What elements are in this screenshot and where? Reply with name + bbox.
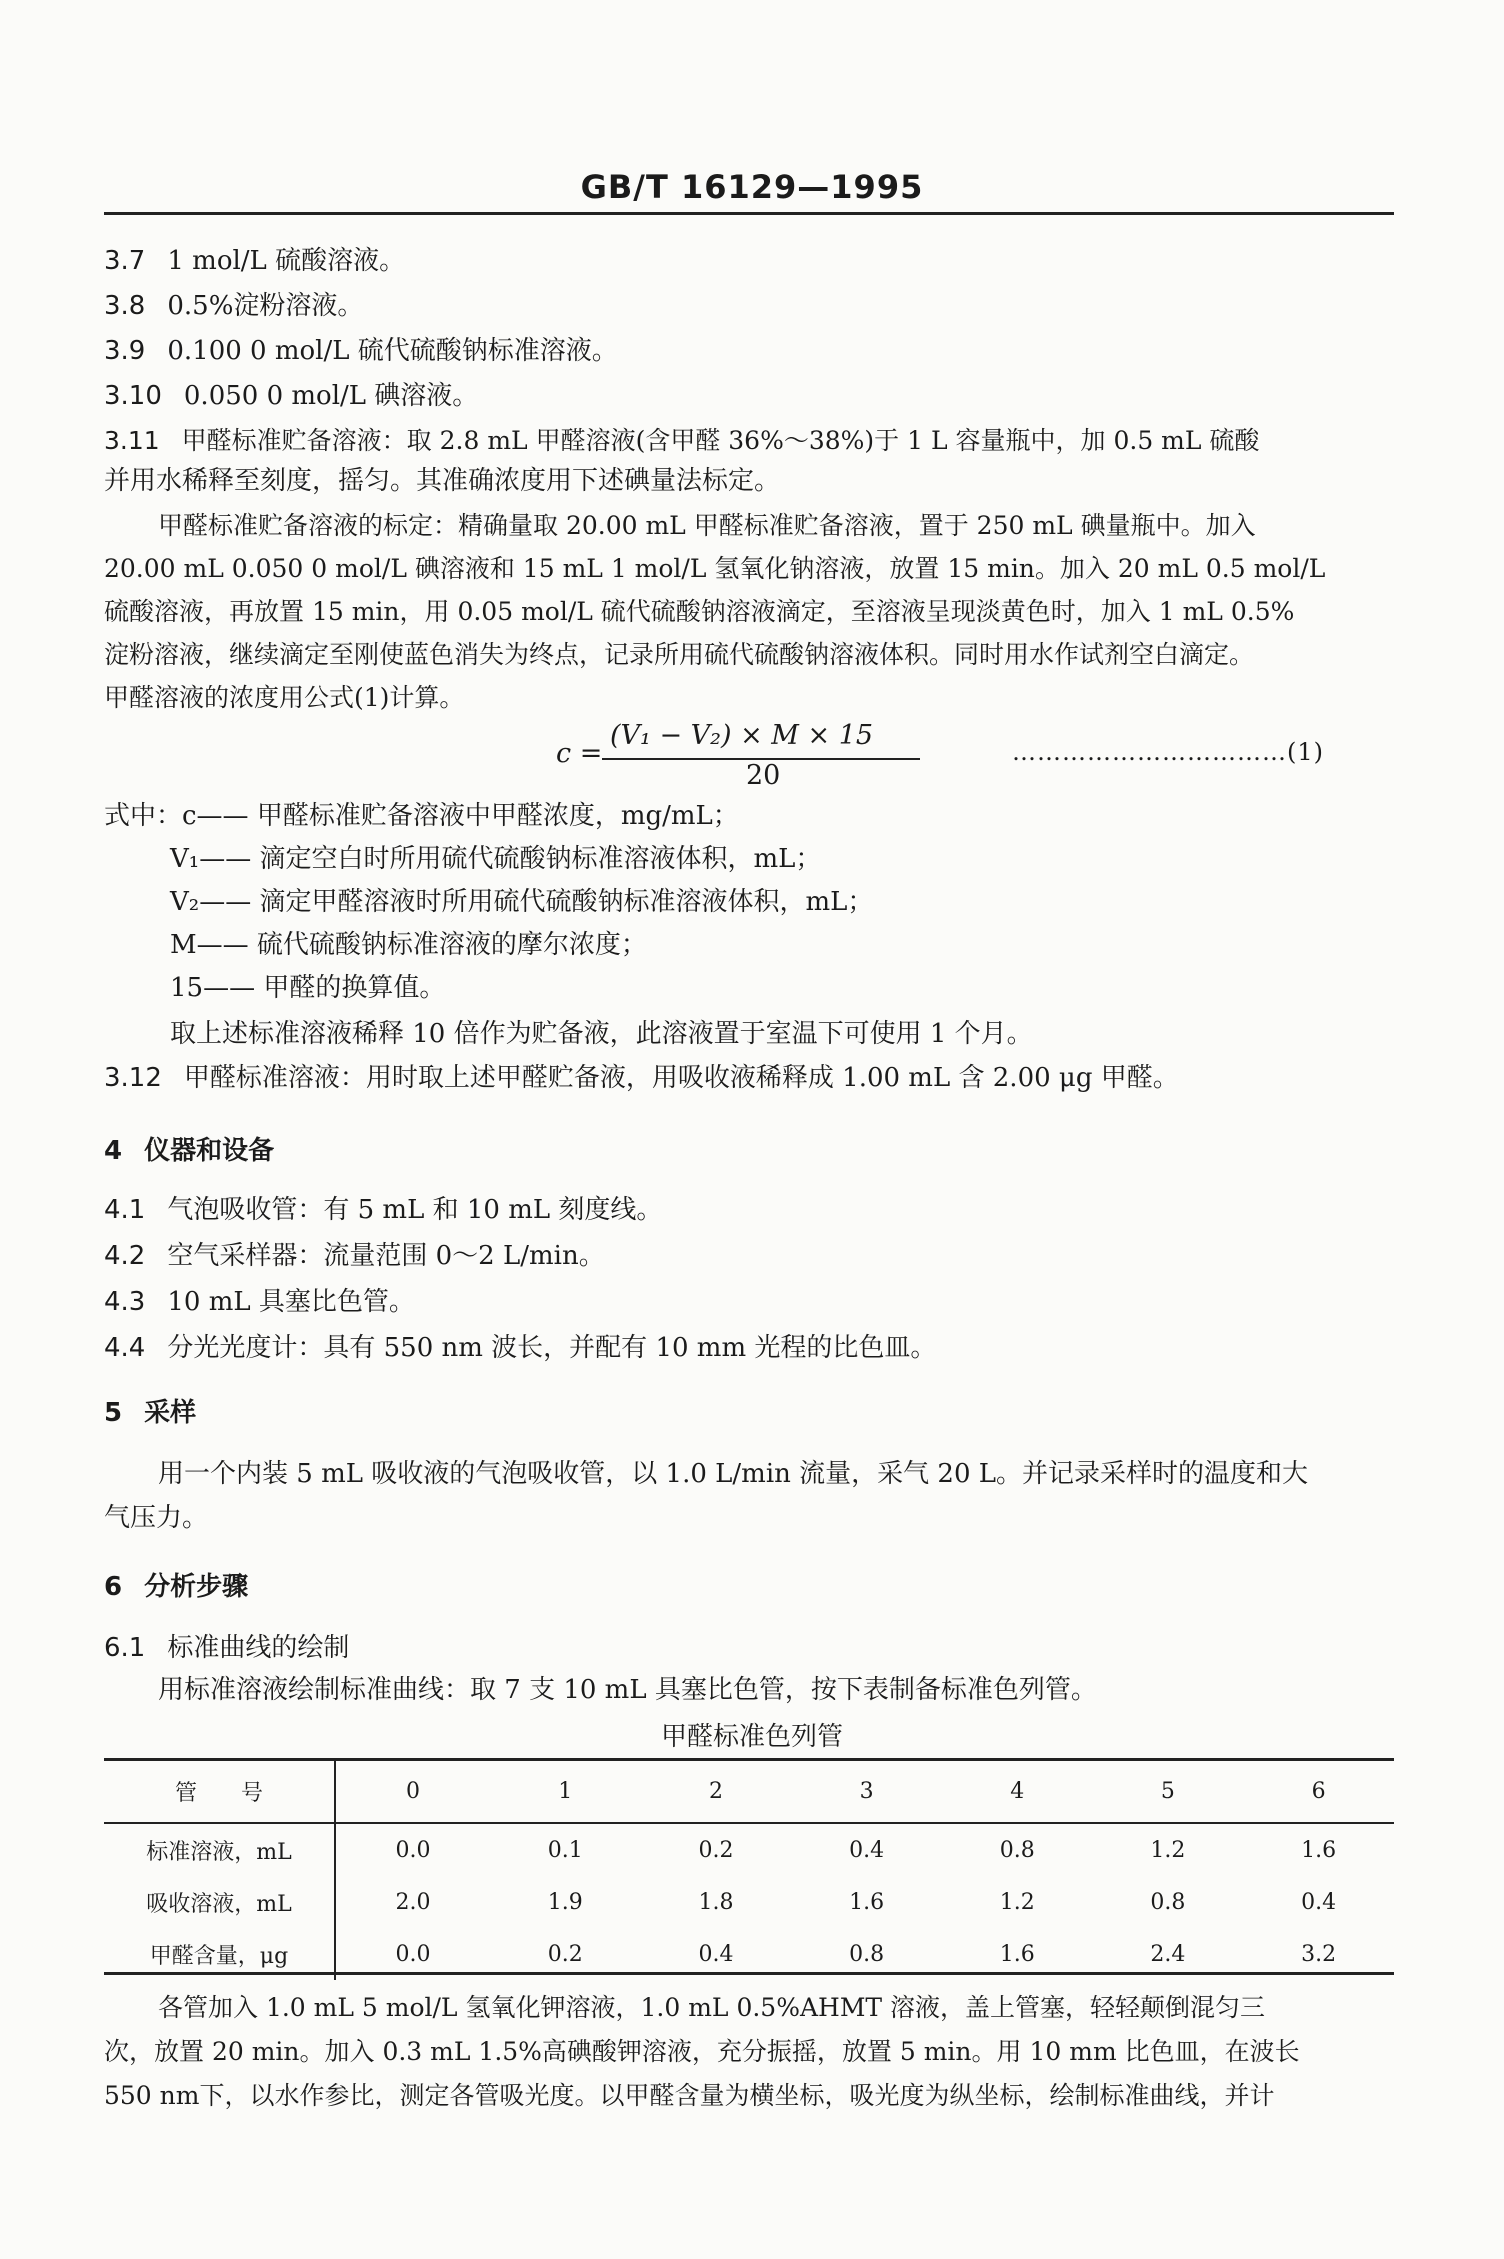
formula-numerator: (V₁ − V₂) × M × 15: [610, 720, 874, 751]
item-4-1: 4.1 气泡吸收管：有 5 mL 和 10 mL 刻度线。: [104, 1195, 663, 1225]
table-row: [104, 1823, 1394, 1876]
calib-line-4: 淀粉溶液，继续滴定至刚使蓝色消失为终点，记录所用硫代硫酸钠溶液体积。同时用水作试剂空白滴定。: [104, 640, 1255, 669]
formula-denominator: 20: [746, 760, 781, 791]
row-label: 标准溶液，mL: [104, 1823, 335, 1876]
sec5-line-2: 气压力。: [104, 1503, 209, 1533]
table-row: [104, 1876, 1394, 1928]
where-line-4: M—— 硫代硫酸钠标准溶液的摩尔浓度；: [170, 930, 647, 960]
section-6-heading: 6 分析步骤: [104, 1572, 249, 1602]
formula-tag: ……………………………(1): [1012, 738, 1324, 766]
table-cell: 0.4: [849, 1837, 885, 1863]
table-cell: 0.2: [547, 1941, 583, 1967]
item-4-3: 4.3 10 mL 具塞比色管。: [104, 1287, 415, 1317]
sec61-text: 用标准溶液绘制标准曲线：取 7 支 10 mL 具塞比色管，按下表制备标准色列管。: [158, 1675, 1097, 1705]
item-3-11-continued: 并用水稀释至刻度，摇匀。其准确浓度用下述碘量法标定。: [104, 466, 781, 496]
table-cell: 3.2: [1301, 1941, 1337, 1967]
table-cell: 2.0: [395, 1889, 431, 1915]
table-cell: 1.2: [1150, 1837, 1186, 1863]
final-line-2: 次，放置 20 min。加入 0.3 mL 1.5%高碘酸钾溶液，充分振摇，放置 5 min。用 10 mm 比色皿，在波长: [104, 2037, 1300, 2066]
table-cell: 0.8: [999, 1837, 1035, 1863]
table-cell: 2.4: [1150, 1941, 1186, 1967]
table-cell: 1.8: [698, 1889, 734, 1915]
row-label: 吸收溶液，mL: [104, 1876, 335, 1928]
where-line-2: V₁—— 滴定空白时所用硫代硫酸钠标准溶液体积，mL；: [170, 844, 822, 874]
table-header-row: [104, 1760, 1394, 1823]
table-cell: 0.2: [698, 1837, 734, 1863]
table-col-header: 6: [1243, 1760, 1394, 1823]
section-4-heading: 4 仪器和设备: [104, 1136, 275, 1166]
table-cell: 0.8: [1150, 1889, 1186, 1915]
page-header: GB/T 16129—1995: [580, 168, 924, 206]
where-line-1: 式中：c—— 甲醛标准贮备溶液中甲醛浓度，mg/mL；: [104, 801, 739, 831]
table-cell: 0.8: [849, 1941, 885, 1967]
row-label: 甲醛含量，μg: [104, 1928, 335, 1980]
item-3-7: 3.7 1 mol/L 硫酸溶液。: [104, 246, 406, 276]
section-5-heading: 5 采样: [104, 1398, 197, 1428]
table-col-header: 3: [791, 1760, 942, 1823]
final-line-3: 550 nm下，以水作参比，测定各管吸光度。以甲醛含量为横坐标，吸光度为纵坐标，绘制标准曲线，并计: [104, 2081, 1275, 2110]
table-cell: 1.6: [1301, 1837, 1337, 1863]
table-cell: 0.1: [547, 1837, 583, 1863]
item-3-9: 3.9 0.100 0 mol/L 硫代硫酸钠标准溶液。: [104, 336, 618, 366]
table-cell: 0.4: [1301, 1889, 1337, 1915]
dilute-note: 取上述标准溶液稀释 10 倍作为贮备液，此溶液置于室温下可使用 1 个月。: [170, 1019, 1033, 1049]
item-3-11: 3.11 甲醛标准贮备溶液：取 2.8 mL 甲醛溶液(含甲醛 36%～38%)于 1 L 容量瓶中，加 0.5 mL 硫酸: [104, 426, 1260, 455]
table-cell: 1.6: [999, 1941, 1035, 1967]
final-line-1: 各管加入 1.0 mL 5 mol/L 氢氧化钾溶液，1.0 mL 0.5%AHMT 溶液，盖上管塞，轻轻颠倒混匀三: [158, 1993, 1266, 2022]
section-6-1-heading: 6.1 标准曲线的绘制: [104, 1633, 350, 1663]
table-header-label: 管 号: [104, 1760, 335, 1823]
table-col-header: 2: [641, 1760, 792, 1823]
table-cell: 0.0: [395, 1837, 431, 1863]
standard-tube-table: [104, 1760, 1394, 1980]
table-col-header: 1: [490, 1760, 641, 1823]
table-caption: 甲醛标准色列管: [660, 1722, 843, 1752]
table-cell: 1.9: [547, 1889, 583, 1915]
sec5-line-1: 用一个内装 5 mL 吸收液的气泡吸收管，以 1.0 L/min 流量，采气 20 L。并记录采样时的温度和大: [158, 1459, 1309, 1489]
table-cell: 0.4: [698, 1941, 734, 1967]
table-col-header: 0: [335, 1760, 490, 1823]
item-3-8: 3.8 0.5%淀粉溶液。: [104, 291, 364, 321]
table-cell: 0.0: [395, 1941, 431, 1967]
calib-line-5: 甲醛溶液的浓度用公式(1)计算。: [104, 683, 465, 712]
where-line-5: 15—— 甲醛的换算值。: [170, 973, 446, 1003]
table-col-header: 5: [1093, 1760, 1244, 1823]
table-cell: 1.6: [849, 1889, 885, 1915]
where-line-3: V₂—— 滴定甲醛溶液时所用硫代硫酸钠标准溶液体积，mL；: [170, 887, 874, 917]
formula-lhs: c =: [556, 738, 603, 769]
header-rule: [104, 212, 1394, 215]
calib-line-1: 甲醛标准贮备溶液的标定：精确量取 20.00 mL 甲醛标准贮备溶液，置于 250 mL 碘量瓶中。加入: [158, 511, 1256, 540]
table-bottom-rule: [104, 1972, 1394, 1975]
item-4-2: 4.2 空气采样器：流量范围 0～2 L/min。: [104, 1241, 605, 1271]
calib-line-2: 20.00 mL 0.050 0 mol/L 碘溶液和 15 mL 1 mol/L 氢氧化钠溶液，放置 15 min。加入 20 mL 0.5 mol/L: [104, 554, 1326, 583]
calib-line-3: 硫酸溶液，再放置 15 min，用 0.05 mol/L 硫代硫酸钠溶液滴定，至溶液呈现淡黄色时，加入 1 mL 0.5%: [104, 597, 1295, 626]
table-cell: 1.2: [999, 1889, 1035, 1915]
item-3-10: 3.10 0.050 0 mol/L 碘溶液。: [104, 381, 479, 411]
item-3-12: 3.12 甲醛标准溶液：用时取上述甲醛贮备液，用吸收液稀释成 1.00 mL 含 2.00 μg 甲醛。: [104, 1063, 1179, 1093]
table-col-header: 4: [942, 1760, 1093, 1823]
item-4-4: 4.4 分光光度计：具有 550 nm 波长，并配有 10 mm 光程的比色皿。: [104, 1333, 937, 1363]
